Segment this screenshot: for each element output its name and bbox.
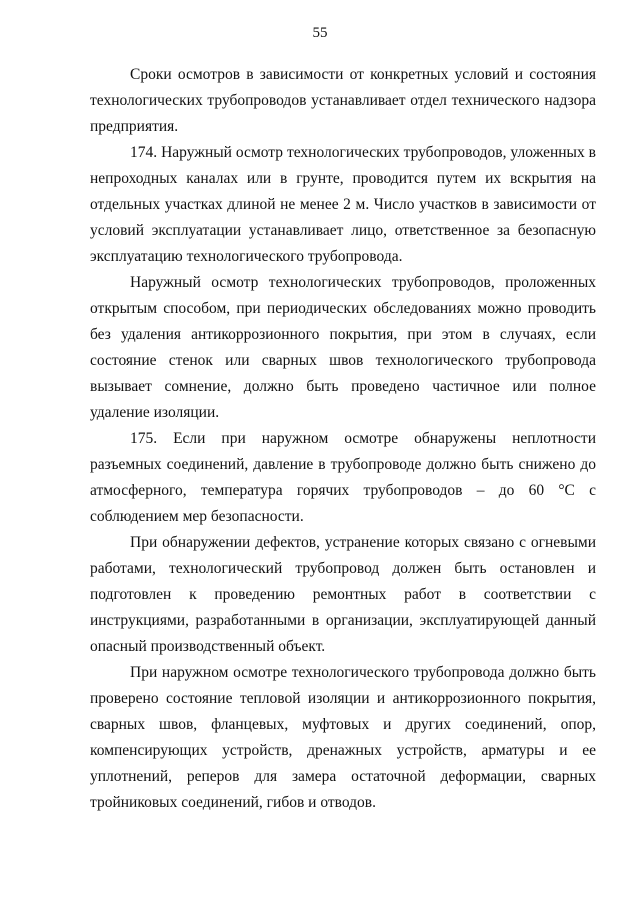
page-number: 55 — [312, 25, 328, 41]
document-body — [90, 62, 596, 816]
paragraph-defects-fire-works: При обнаружении дефектов, устранение которых связано с огневыми работами, технологический трубопровод должен быть остановлен и подготовлен к проведению ремонтных работ в соответствии с инструкциями, разработанными в организации, эксплуатирующей данный опасный производственный объект. — [90, 534, 596, 655]
paragraph-inspection-terms: Сроки осмотров в зависимости от конкретных условий и состояния технологических трубопроводов устанавливает отдел технического надзора предприятия. — [90, 66, 596, 135]
paragraph-external-inspection-checks: При наружном осмотре технологического трубопровода должно быть проверено состояние тепловой изоляции и антикоррозионного покрытия, сварных швов, фланцевых, муфтовых и других соединений, опор, компенсирующих устройств, дренажных устройств, арматуры и ее уплотнений, реперов для замера остаточной деформации, сварных тройниковых соединений, гибов и отводов. — [90, 664, 596, 811]
paragraph-open-laid-inspection: Наружный осмотр технологических трубопроводов, проложенных открытым способом, при периодических обследованиях можно проводить без удаления антикоррозионного покрытия, при этом в случаях, если состояние стенок или сварных швов технологического трубопровода вызывает сомнение, должно быть проведено частичное или полное удаление изоляции. — [90, 274, 596, 421]
paragraph-175: 175. Если при наружном осмотре обнаружены неплотности разъемных соединений, давление в трубопроводе должно быть снижено до атмосферного, температура горячих трубопроводов – до 60 °С с соблюдением мер безопасности. — [90, 430, 596, 525]
paragraph-174: 174. Наружный осмотр технологических трубопроводов, уложенных в непроходных каналах или в грунте, проводится путем их вскрытия на отдельных участках длиной не менее 2 м. Число участков в зависимости от условий эксплуатации устанавливает лицо, ответственное за безопасную эксплуатацию технологического трубопровода. — [90, 144, 596, 265]
